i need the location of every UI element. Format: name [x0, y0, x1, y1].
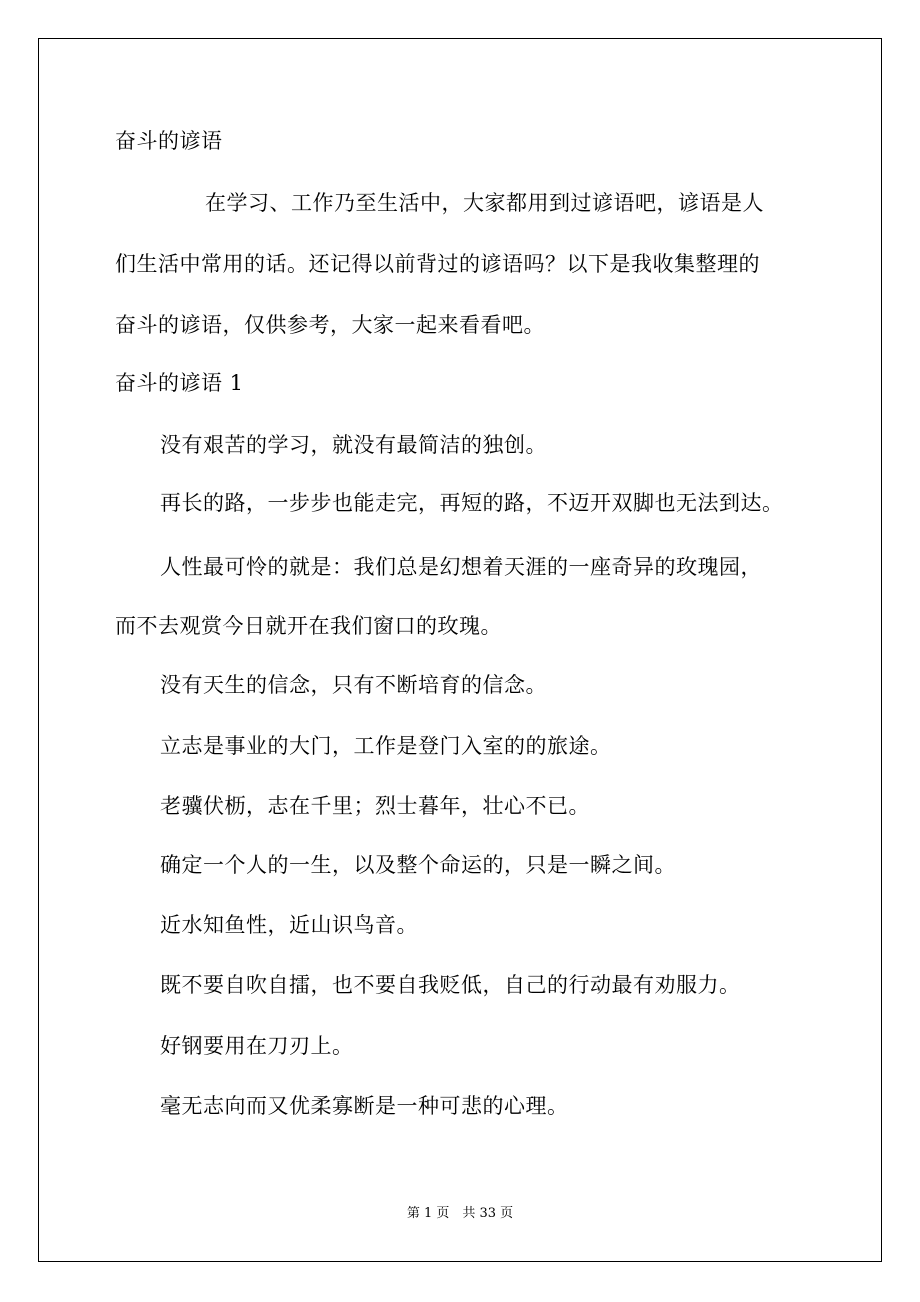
intro-line-1: 在学习、工作乃至生活中，大家都用到过谚语吧，谚语是人 [205, 191, 764, 215]
proverb-line: 没有天生的信念，只有不断培育的信念。 [160, 673, 547, 697]
proverb-line: 近水知鱼性，近山识鸟音。 [160, 913, 418, 937]
section-heading: 奋斗的谚语 1 [115, 371, 244, 395]
proverb-line: 既不要自吹自擂，也不要自我贬低，自己的行动最有劝服力。 [160, 973, 741, 997]
proverb-line-continued: 而不去观赏今日就开在我们窗口的玫瑰。 [115, 614, 502, 638]
proverb-line: 毫无志向而又优柔寡断是一种可悲的心理。 [160, 1094, 569, 1118]
proverb-line: 确定一个人的一生，以及整个命运的，只是一瞬之间。 [160, 853, 676, 877]
intro-line-3: 奋斗的谚语，仅供参考，大家一起来看看吧。 [115, 313, 545, 337]
proverb-line: 再长的路，一步步也能走完，再短的路，不迈开双脚也无法到达。 [160, 491, 784, 515]
document-title: 奋斗的谚语 [115, 129, 223, 153]
page-border [38, 38, 882, 1262]
page-number-footer: 第 1 页 共 33 页 [406, 1206, 514, 1221]
proverb-line: 没有艰苦的学习，就没有最简洁的独创。 [160, 433, 547, 457]
proverb-line: 人性最可怜的就是：我们总是幻想着天涯的一座奇异的玫瑰园， [160, 555, 762, 579]
intro-line-2: 们生活中常用的话。还记得以前背过的谚语吗？以下是我收集整理的 [115, 252, 760, 276]
proverb-line: 好钢要用在刀刃上。 [160, 1034, 354, 1058]
proverb-line: 老骥伏枥，志在千里；烈士暮年，壮心不已。 [160, 794, 590, 818]
proverb-line: 立志是事业的大门，工作是登门入室的的旅途。 [160, 734, 612, 758]
